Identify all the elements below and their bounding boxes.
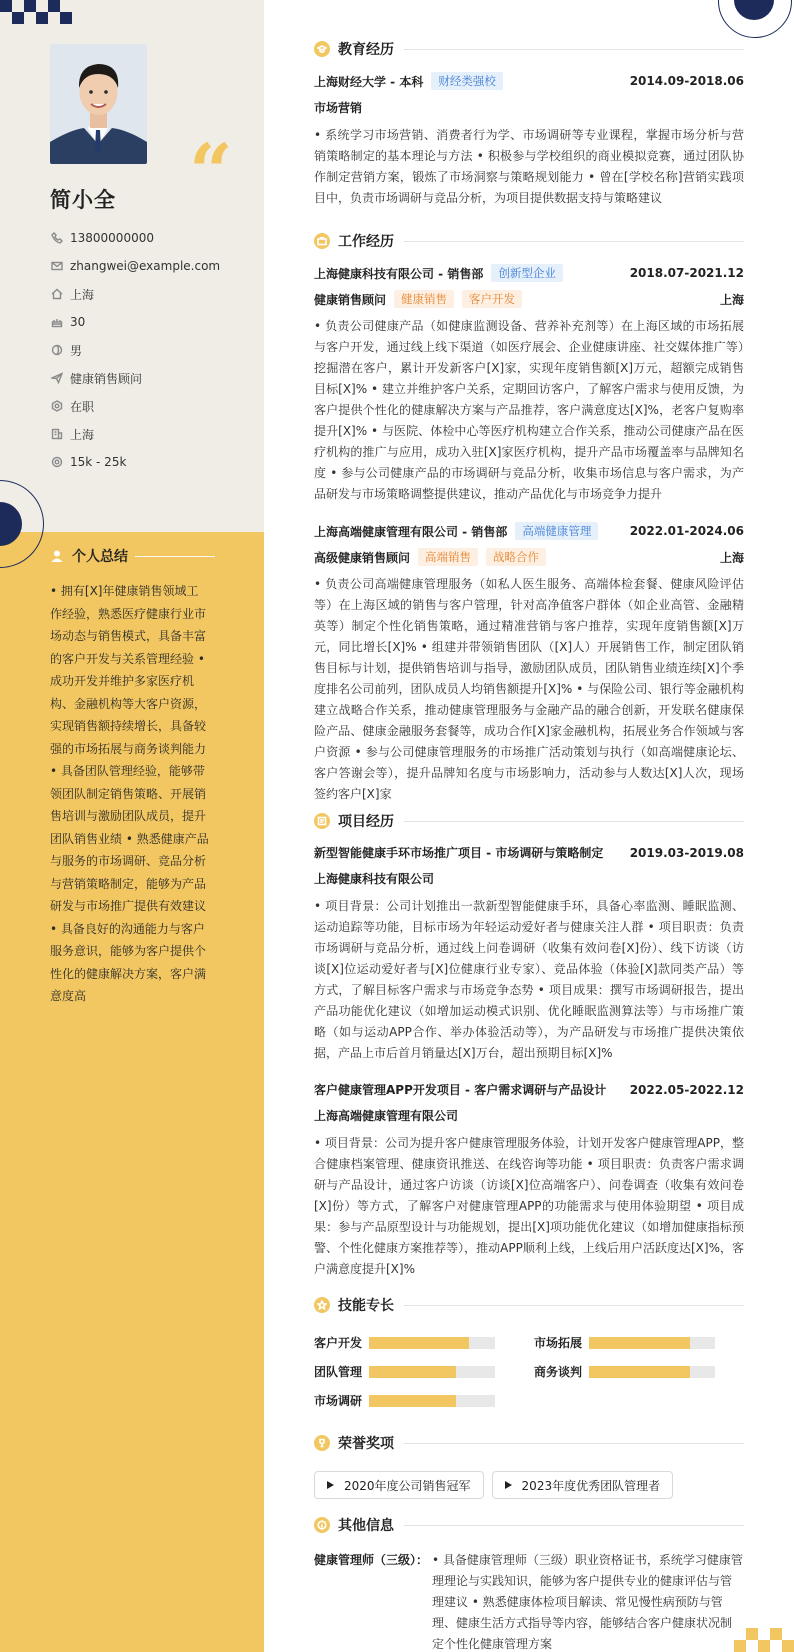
job-role-row	[314, 548, 744, 566]
info-salary	[50, 448, 220, 476]
job-period: 2018.07-2021.12	[629, 266, 744, 280]
education-section	[314, 38, 744, 209]
status-value: 在职	[70, 399, 95, 414]
phone-value: 13800000000	[70, 231, 154, 245]
job-role-row	[314, 290, 744, 308]
position-value: 健康销售顾问	[70, 371, 143, 386]
job-location: 上海	[719, 292, 744, 307]
skill-bar-fill	[589, 1337, 690, 1349]
skill-bar-fill	[369, 1337, 469, 1349]
education-heading	[314, 38, 744, 60]
awards-heading	[314, 1432, 744, 1454]
project-header-row	[314, 844, 744, 861]
city-value: 上海	[70, 287, 95, 302]
skill-item	[534, 1363, 744, 1380]
project-period: 2019.03-2019.08	[629, 845, 744, 860]
job-item	[314, 522, 744, 805]
awards-section	[314, 1432, 744, 1499]
info-icon	[314, 1517, 330, 1533]
award-chip	[492, 1471, 674, 1499]
job-header-row	[314, 522, 744, 540]
school-name: 上海财经大学 - 本科	[314, 74, 424, 89]
send-icon	[50, 371, 64, 385]
job-skill-tag: 战略合作	[486, 548, 546, 566]
play-icon	[327, 1481, 334, 1489]
salary-value: 15k - 25k	[70, 455, 127, 469]
skill-item	[314, 1363, 534, 1380]
project-org: 上海健康科技有限公司	[314, 872, 435, 886]
graduation-cap-icon	[314, 41, 330, 57]
age-value: 30	[70, 315, 86, 329]
award-chip	[314, 1471, 484, 1499]
school-tag: 财经类强校	[431, 72, 503, 90]
skills-title: 技能专长	[338, 1298, 394, 1314]
trophy-icon	[314, 1435, 330, 1451]
skill-item	[534, 1334, 744, 1351]
projects-title: 项目经历	[338, 814, 394, 830]
projects-section	[314, 810, 744, 1280]
education-title: 教育经历	[338, 42, 394, 58]
checker-decoration	[0, 0, 76, 24]
job-description: • 负责公司健康产品（如健康监测设备、营养补充剂等）在上海区域的市场拓展与客户开发，通过线上线下渠道（如医疗展会、企业健康讲座、社交媒体推广等）挖掘潜在客户，累计开发新客户[X]家，实现年度销售额[X]万元，超额完成销售目标[X]% • 建立并维护客户关系，定期回访客户，了解客户需求与使用反馈，为客户提供个性化的健康解决方案与产品推荐，客户满意度达[X]%，老客户复购率提升[X]% • 与医院、体检中心等医疗机构建立合作关系，推动公司健康产品在医疗机构的推广与应用，成功入驻[X]家医疗机构，提升产品市场覆盖率与品牌知名度 • 参与公司健康产品的市场调研与竞品分析，收集市场信息与客户需求，为产品研发与市场策略调整提供建议，推动产品优化与市场竞争力提升	[314, 319, 744, 501]
award-label: 2020年度公司销售冠军	[344, 1478, 471, 1493]
skills-section	[314, 1294, 744, 1409]
job-skill-tag: 高端销售	[418, 548, 478, 566]
section-divider	[404, 241, 744, 242]
status-icon	[50, 399, 64, 413]
section-divider	[404, 1443, 744, 1444]
skill-name: 商务谈判	[534, 1365, 583, 1379]
skill-bar	[369, 1395, 495, 1407]
skills-heading	[314, 1294, 744, 1316]
contact-info-list	[50, 224, 220, 476]
job-position: 健康销售顾问	[314, 292, 387, 307]
job-item	[314, 264, 744, 505]
job-skill-tag: 客户开发	[462, 290, 522, 308]
skill-bar-fill	[369, 1395, 456, 1407]
project-period: 2022.05-2022.12	[629, 1082, 744, 1097]
other-label: 健康管理师（三级）：	[314, 1553, 429, 1567]
other-text: • 具备健康管理师（三级）职业资格证书，系统学习健康管理理论与实践知识，能够为客户提供专业的健康评估与管理建议 • 熟悉健康体检项目解读、常见慢性病预防与管理、健康生活方式指导等内容，能够结合客户健康状况制定个性化健康管理方案	[432, 1553, 743, 1651]
skill-name: 客户开发	[314, 1336, 363, 1350]
work-heading	[314, 230, 744, 252]
briefcase-icon	[314, 233, 330, 249]
other-item	[314, 1550, 744, 1652]
job-description: • 负责公司高端健康管理服务（如私人医生服务、高端体检套餐、健康风险评估等）在上海区域的销售与客户管理，针对高净值客户群体（如企业高管、金融精英等）制定个性化销售策略，通过精准营销与客户推荐，实现年度销售额[X]万元，同比增长[X]% • 组建并带领销售团队（[X]人）开展销售工作，制定团队销售目标与计划，提供销售培训与指导，激励团队成员，团队销售业绩连续[X]个季度排名公司前列，团队成员人均销售额提升[X]% • 与保险公司、银行等金融机构建立战略合作关系，推动健康管理服务与金融产品的融合创新，开发联名健康保险产品、健康金融服务套餐等，成功合作[X]家金融机构，拓展业务合作领域与客户资源 • 参与公司健康管理服务的市场推广活动策划与执行（如高端健康论坛、客户答谢会等），提升品牌知名度与市场影响力，活动参与人数达[X]人次，现场签约客户[X]家	[314, 577, 744, 801]
skill-name: 市场调研	[314, 1394, 363, 1408]
work-city-value: 上海	[70, 427, 95, 442]
gender-value: 男	[70, 343, 83, 358]
building-icon	[50, 427, 64, 441]
job-header-row	[314, 264, 744, 282]
awards-title: 荣誉奖项	[338, 1436, 394, 1452]
job-location: 上海	[719, 550, 744, 565]
email-value: zhangwei@example.com	[70, 259, 221, 273]
project-header-row	[314, 1081, 744, 1098]
skills-grid	[314, 1334, 744, 1409]
awards-list	[314, 1471, 744, 1499]
job-skill-tag: 健康销售	[394, 290, 454, 308]
candidate-name: 简小全	[50, 188, 116, 212]
project-name: 客户健康管理APP开发项目 - 客户需求调研与产品设计	[314, 1083, 607, 1097]
info-age	[50, 308, 220, 336]
job-company: 上海高端健康管理有限公司 - 销售部	[314, 524, 508, 539]
sidebar	[0, 0, 264, 1652]
project-name: 新型智能健康手环市场推广项目 - 市场调研与策略制定	[314, 846, 604, 860]
skill-bar	[369, 1366, 495, 1378]
info-status	[50, 392, 220, 420]
work-title: 工作经历	[338, 234, 394, 250]
info-email	[50, 252, 220, 280]
info-gender	[50, 336, 220, 364]
job-company: 上海健康科技有限公司 - 销售部	[314, 266, 484, 281]
skill-bar	[589, 1366, 715, 1378]
award-label: 2023年度优秀团队管理者	[521, 1478, 661, 1493]
info-work-city	[50, 420, 220, 448]
education-header-row	[314, 72, 744, 90]
summary-title: 个人总结	[72, 549, 128, 565]
job-company-tag: 高端健康管理	[515, 522, 598, 540]
skill-item	[314, 1392, 534, 1409]
job-period: 2022.01-2024.06	[629, 524, 744, 538]
section-divider	[404, 821, 744, 822]
work-section	[314, 230, 744, 805]
skill-name: 市场拓展	[534, 1336, 583, 1350]
section-divider	[404, 1525, 744, 1526]
project-description: • 项目背景：公司为提升客户健康管理服务体验，计划开发客户健康管理APP，整合健康档案管理、健康资讯推送、在线咨询等功能 • 项目职责：负责客户需求调研与产品设计，通过客户访谈（访谈[X]位高端客户）、问卷调查（收集有效问卷[X]份）等方式，了解客户对健康管理APP的功能需求与使用体验期望 • 项目成果：参与产品原型设计与功能规划，提出[X]项功能优化建议（如增加健康指标预警、个性化健康方案推荐等），推动APP顺利上线，上线后用户活跃度达[X]%，客户满意度提升[X]%	[314, 1136, 744, 1276]
gender-icon	[50, 343, 64, 357]
project-icon	[314, 813, 330, 829]
other-section	[314, 1514, 744, 1652]
quote-mark-decoration: “	[189, 127, 233, 216]
project-item	[314, 844, 744, 1064]
projects-heading	[314, 810, 744, 832]
info-city	[50, 280, 220, 308]
info-position	[50, 364, 220, 392]
star-icon	[314, 1297, 330, 1313]
home-icon	[50, 287, 64, 301]
salary-icon	[50, 455, 64, 469]
summary-text: • 拥有[X]年健康销售领域工作经验，熟悉医疗健康行业市场动态与销售模式，具备丰富的客户开发与关系管理经验 • 成功开发并维护多家医疗机构、金融机构等大客户资源，实现销售额持续增长，具备较强的市场拓展与商务谈判能力 • 具备团队管理经验，能够带领团队制定销售策略、开展销售培训与激励团队成员，提升团队销售业绩 • 熟悉健康产品与服务的市场调研、竞品分析与营销策略制定，能够为产品研发与市场推广提供有效建议 • 具备良好的沟通能力与客户服务意识，能够为客户提供个性化的健康解决方案，客户满意度高	[50, 584, 209, 1003]
skill-bar-fill	[369, 1366, 456, 1378]
skill-bar	[589, 1337, 715, 1349]
skill-bar	[369, 1337, 495, 1349]
section-divider	[404, 49, 744, 50]
play-icon	[505, 1481, 512, 1489]
other-title: 其他信息	[338, 1518, 394, 1534]
phone-icon	[50, 231, 64, 245]
summary-divider	[135, 556, 215, 557]
skill-bar-fill	[589, 1366, 690, 1378]
section-divider	[404, 1305, 744, 1306]
project-org: 上海高端健康管理有限公司	[314, 1109, 459, 1123]
project-item	[314, 1081, 744, 1280]
education-description: • 系统学习市场营销、消费者行为学、市场调研等专业课程，掌握市场分析与营销策略制定的基本理论与方法 • 积极参与学校组织的商业模拟竞赛，通过团队协作制定营销方案，锻炼了市场洞察与策略规划能力 • 曾在[学校名称]营销实践项目中，负责市场调研与竞品分析，为项目提供数据支持与策略建议	[314, 128, 744, 205]
major: 市场营销	[314, 101, 363, 115]
job-position: 高级健康销售顾问	[314, 550, 411, 565]
person-icon	[50, 549, 64, 563]
job-company-tag: 创新型企业	[491, 264, 563, 282]
avatar	[50, 44, 147, 164]
project-description: • 项目背景：公司计划推出一款新型智能健康手环，具备心率监测、睡眠监测、运动追踪等功能，目标市场为年轻运动爱好者与健康关注人群 • 项目职责：负责市场调研与竞品分析，通过线上问卷调研（收集有效问卷[X]份）、线下访谈（访谈[X]位运动爱好者与[X]位健康行业专家）、竞品体验（体验[X]款同类产品）等方式，了解目标客户需求与市场竞争态势 • 项目成果：撰写市场调研报告，提出产品功能优化建议（如增加运动模式识别、优化睡眠监测算法等）与市场推广策略（如与运动APP合作、举办体验活动等），为产品研发与市场推广提供决策依据，产品上市后首月销量达[X]万台，超出预期目标[X]%	[314, 899, 744, 1060]
education-period: 2014.09-2018.06	[629, 74, 744, 88]
mail-icon	[50, 259, 64, 273]
skill-item	[314, 1334, 534, 1351]
info-phone	[50, 224, 220, 252]
summary-heading	[50, 546, 128, 566]
other-heading	[314, 1514, 744, 1536]
cake-icon	[50, 315, 64, 329]
skill-name: 团队管理	[314, 1365, 363, 1379]
